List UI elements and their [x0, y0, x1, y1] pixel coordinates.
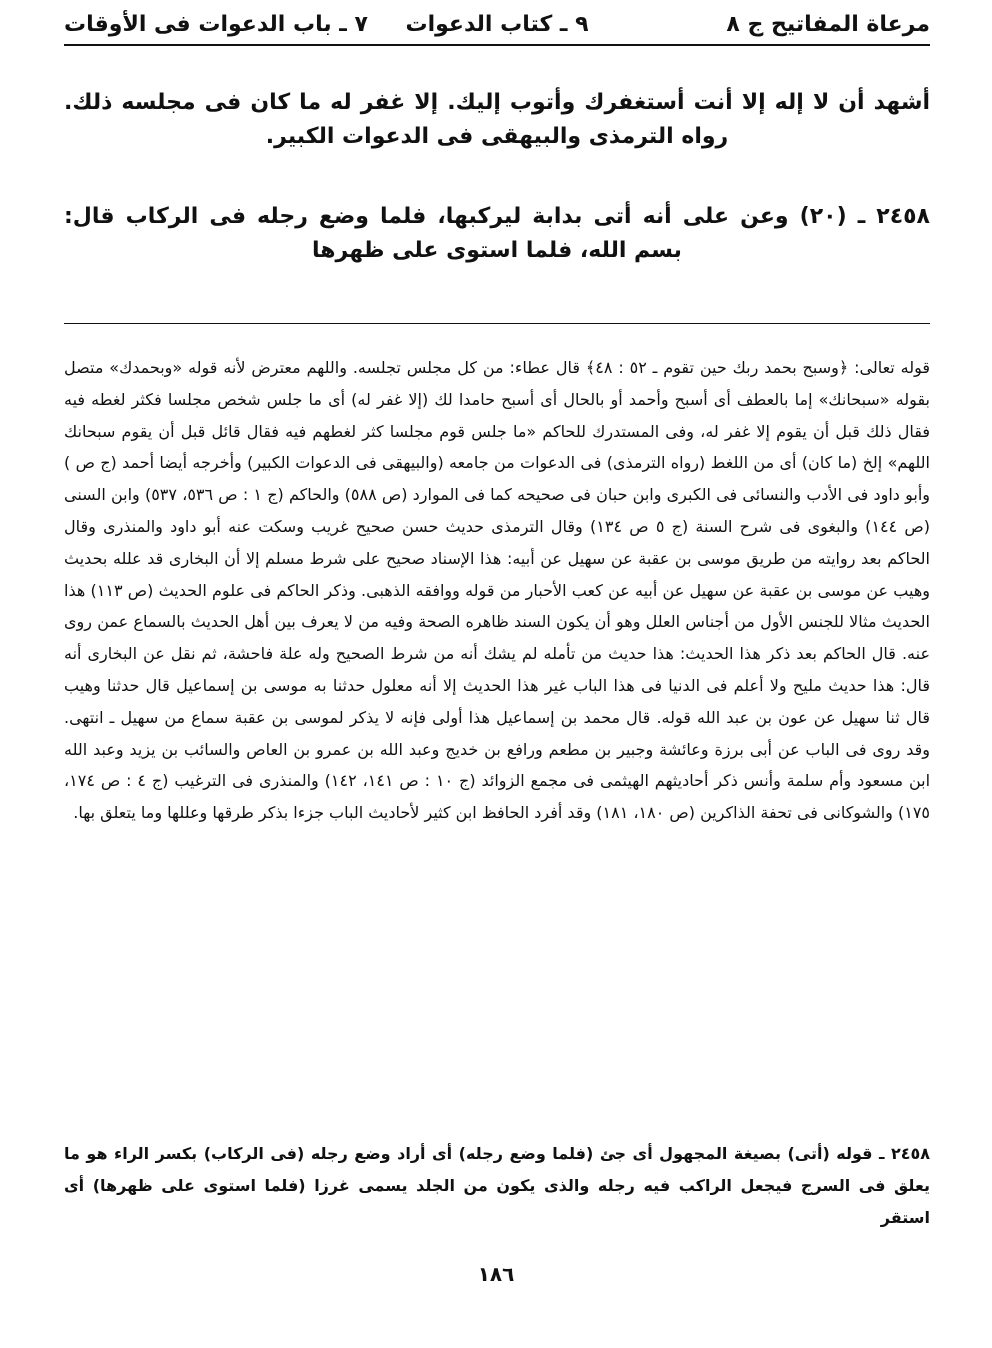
running-header — [64, 8, 930, 42]
commentary-paragraph-1 — [64, 352, 930, 1122]
page-number: ١٨٦ — [477, 1262, 515, 1286]
matn-text: ٢٤٥٨ ـ (٢٠) وعن على أنه أتى بدابة ليركبها، فلما وضع رجله فى الركاب قال: بسم الله، فلما استوى على ظهرها — [64, 204, 930, 263]
matn-hadith-2458 — [64, 200, 930, 296]
commentary-text: ٢٤٥٨ ـ قوله (أتى) بصيغة المجهول أى جئ (فلما وضع رجله) أى أراد وضع رجله (فى الركاب) بكسر الراء هو ما يعلق فى السرج فيجعل الراكب فيه رجله والذى يكون من الجلد يسمى غرزا (فلما استوى على ظهرها) أى استقر — [64, 1144, 930, 1227]
header-divider — [64, 44, 930, 46]
commentary-paragraph-2 — [64, 1138, 930, 1227]
bab-title: ٧ ـ باب الدعوات فى الأوقات — [64, 12, 368, 37]
matn-text: أشهد أن لا إله إلا أنت أستغفرك وأتوب إليك. إلا غفر له ما كان فى مجلسه ذلك. رواه الترمذى والبيهقى فى الدعوات الكبير. — [64, 90, 930, 149]
book-title: مرعاة المفاتيح ج ٨ — [726, 12, 930, 37]
matn-commentary-divider — [64, 323, 930, 324]
kitab-title: ٩ ـ كتاب الدعوات — [405, 12, 589, 37]
commentary-text: قوله تعالى: ﴿وسبح بحمد ربك حين تقوم ـ ٥٢ : ٤٨﴾ قال عطاء: من كل مجلس تجلسه. واللهم معترض لأنه قوله «وبحمدك» متصل بقوله «سبحانك» إما بالعطف أى أسبح وأحمد أو بالحال أى أسبح حامدا لك (إلا غفر له) أى ما جلس شخص مجلسا فكثر لغطه فيه فقال ذلك قبل أن يقوم إلا غفر له، وفى المستدرك للحاكم «ما جلس قوم مجلسا كثر لغطهم فيه فقال قائل قبل أن يقوم سبحانك اللهم» إلخ (ما كان) أى من اللغط (رواه الترمذى) فى الدعوات من جامعه (والبيهقى فى الدعوات الكبير) وأخرجه أيضا أحمد (ج ص ) وأبو داود فى الأدب والنسائى فى الكبرى وابن حبان فى صحيحه كما فى الموارد (ص ٥٨٨) والحاكم (ج ١ : ص ٥٣٦، ٥٣٧) وابن السنى (ص ١٤٤) والبغوى فى شرح السنة (ج ٥ ص ١٣٤) وقال الترمذى حديث حسن صحيح غريب وسكت عنه أبو داود والمنذرى وقال الحاكم بعد روايته من طريق موسى بن عقبة عن سهيل عن أبيه: هذا الإسناد صحيح على شرط مسلم إلا أن البخارى قد علله بحديث وهيب عن موسى بن عقبة عن سهيل عن أبيه عن كعب الأحبار من قوله ووافقه الذهبى. وذكر الحاكم فى علوم الحديث (ص ١١٣) هذا الحديث مثالا للجنس الأول من أجناس العلل وهو أن يكون السند ظاهره الصحة وفيه من لا يعرف بين أهل الحديث بالسماع عمن روى عنه. قال الحاكم بعد ذكر هذا الحديث: هذا حديث من تأمله لم يشك أنه من شرط الصحيح وله علة فاحشة، ثم نقل عن البخارى أنه قال: هذا حديث مليح ولا أعلم فى الدنيا فى هذا الباب غير هذا الحديث إلا أنه معلول حدثنا به موسى بن إسماعيل قال حدثنا وهيب قال ثنا سهيل عن عون بن عبد الله قوله. قال محمد بن إسماعيل هذا أولى فإنه لا يذكر لموسى بن عقبة سماع من سهيل ـ انتهى. وقد روى فى الباب عن أبى برزة وعائشة وجبير بن مطعم ورافع بن خديج وعبد الله بن عمرو بن العاص والسائب بن يزيد وعبد الله ابن مسعود وأم سلمة وأنس ذكر أحاديثهم الهيثمى فى مجمع الزوائد (ج ١٠ : ص ١٤١، ١٤٢) والمنذرى فى الترغيب (ج ٤ : ص ١٧٤، ١٧٥) والشوكانى فى تحفة الذاكرين (ص ١٨٠، ١٨١) وقد أفرد الحافظ ابن كثير لأحاديث الباب جزءا بذكر طرقها وعللها وما يتعلق بها. — [64, 358, 931, 823]
matn-previous-hadith-end — [64, 86, 930, 182]
